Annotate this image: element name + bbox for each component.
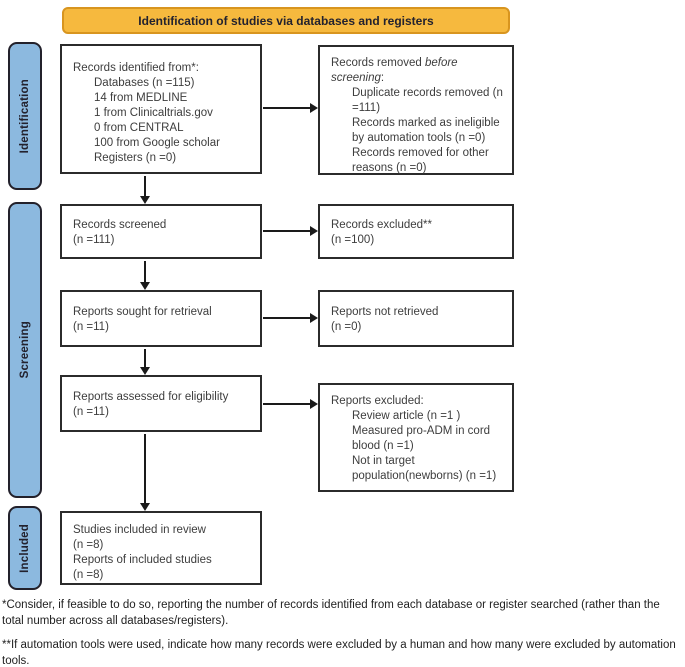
stage-screening-label: Screening [19,321,31,379]
box-reports-sought [60,290,262,347]
box-records-identified [60,44,262,174]
arrow-screened-to-sought [144,261,146,282]
box-line: (n =111) [73,234,115,246]
box-line: (n =100) [331,234,375,246]
arrow-assessed-to-reports-excluded [263,403,310,405]
box-line: 14 from MEDLINE [94,92,188,104]
stage-screening [8,202,42,498]
box-line: 1 from Clinicaltrials.gov [94,107,213,119]
title-prefix: Records removed [331,57,425,69]
box-reports-not-retrieved [318,290,514,347]
stage-identification-label: Identification [19,78,31,154]
box-records-removed-title [331,56,504,86]
footnotes [2,598,683,667]
stage-included-label: Included [19,523,31,573]
box-reports-excluded-title: Reports excluded: [331,395,424,407]
arrowhead-down-icon [140,503,150,511]
box-line: Not in target population(newborns) (n =1) [352,455,497,482]
box-line: 100 from Google scholar [94,137,220,149]
footnote-asterisk: *Consider, if feasible to do so, reporting the number of records identified from each database or register searched (rather than the total number across all databases/registers). [2,599,660,627]
arrow-assessed-to-included [144,434,146,503]
box-line: (n =11) [73,406,109,418]
box-line: Reports assessed for eligibility [73,391,229,403]
banner-label: Identification of studies via databases and registers [138,13,434,28]
stage-identification [8,42,42,190]
box-reports-excluded [318,383,514,492]
box-line: Reports not retrieved [331,306,439,318]
arrow-identified-to-screened [144,176,146,197]
arrowhead-right-icon [310,399,318,409]
box-reports-assessed [60,375,262,432]
box-line: (n =0) [331,321,362,333]
box-line: Reports sought for retrieval [73,306,212,318]
footnote-double-asterisk: **If automation tools were used, indicate how many records were excluded by a human and how many were excluded by automation tools. [2,639,676,667]
box-line: Records removed for other reasons (n =0) [352,147,489,174]
box-line: Databases (n =115) [94,77,195,89]
title-suffix: : [380,72,385,84]
arrowhead-right-icon [310,103,318,113]
box-line: 0 from CENTRAL [94,122,184,134]
stage-included [8,506,42,590]
box-records-excluded [318,204,514,259]
box-records-identified-title: Records identified from*: [73,62,199,74]
box-line: Reports of included studies [73,554,212,566]
box-line: Records excluded** [331,219,433,231]
box-line: Studies included in review [73,524,206,536]
box-line: (n =8) [73,539,104,551]
banner-identification-via-databases [62,7,510,34]
box-line: (n =8) [73,569,104,581]
arrowhead-down-icon [140,282,150,290]
arrow-identified-to-removed [263,107,310,109]
arrowhead-right-icon [310,226,318,236]
box-studies-included [60,511,262,585]
box-line: Registers (n =0) [94,152,177,164]
box-records-screened [60,204,262,259]
box-line: Records marked as ineligible by automation tools (n =0) [352,117,500,144]
box-line: Duplicate records removed (n =111) [352,87,503,114]
arrow-screened-to-excluded [263,230,310,232]
box-line: (n =11) [73,321,109,333]
arrowhead-down-icon [140,367,150,375]
arrowhead-down-icon [140,196,150,204]
title-italic: before screening [331,57,458,84]
box-line: Review article (n =1 ) [352,410,461,422]
box-line: Records screened [73,219,167,231]
arrow-sought-to-not-retrieved [263,317,310,319]
arrow-sought-to-assessed [144,349,146,367]
arrowhead-right-icon [310,313,318,323]
box-line: Measured pro-ADM in cord blood (n =1) [352,425,491,452]
box-records-removed [318,45,514,175]
